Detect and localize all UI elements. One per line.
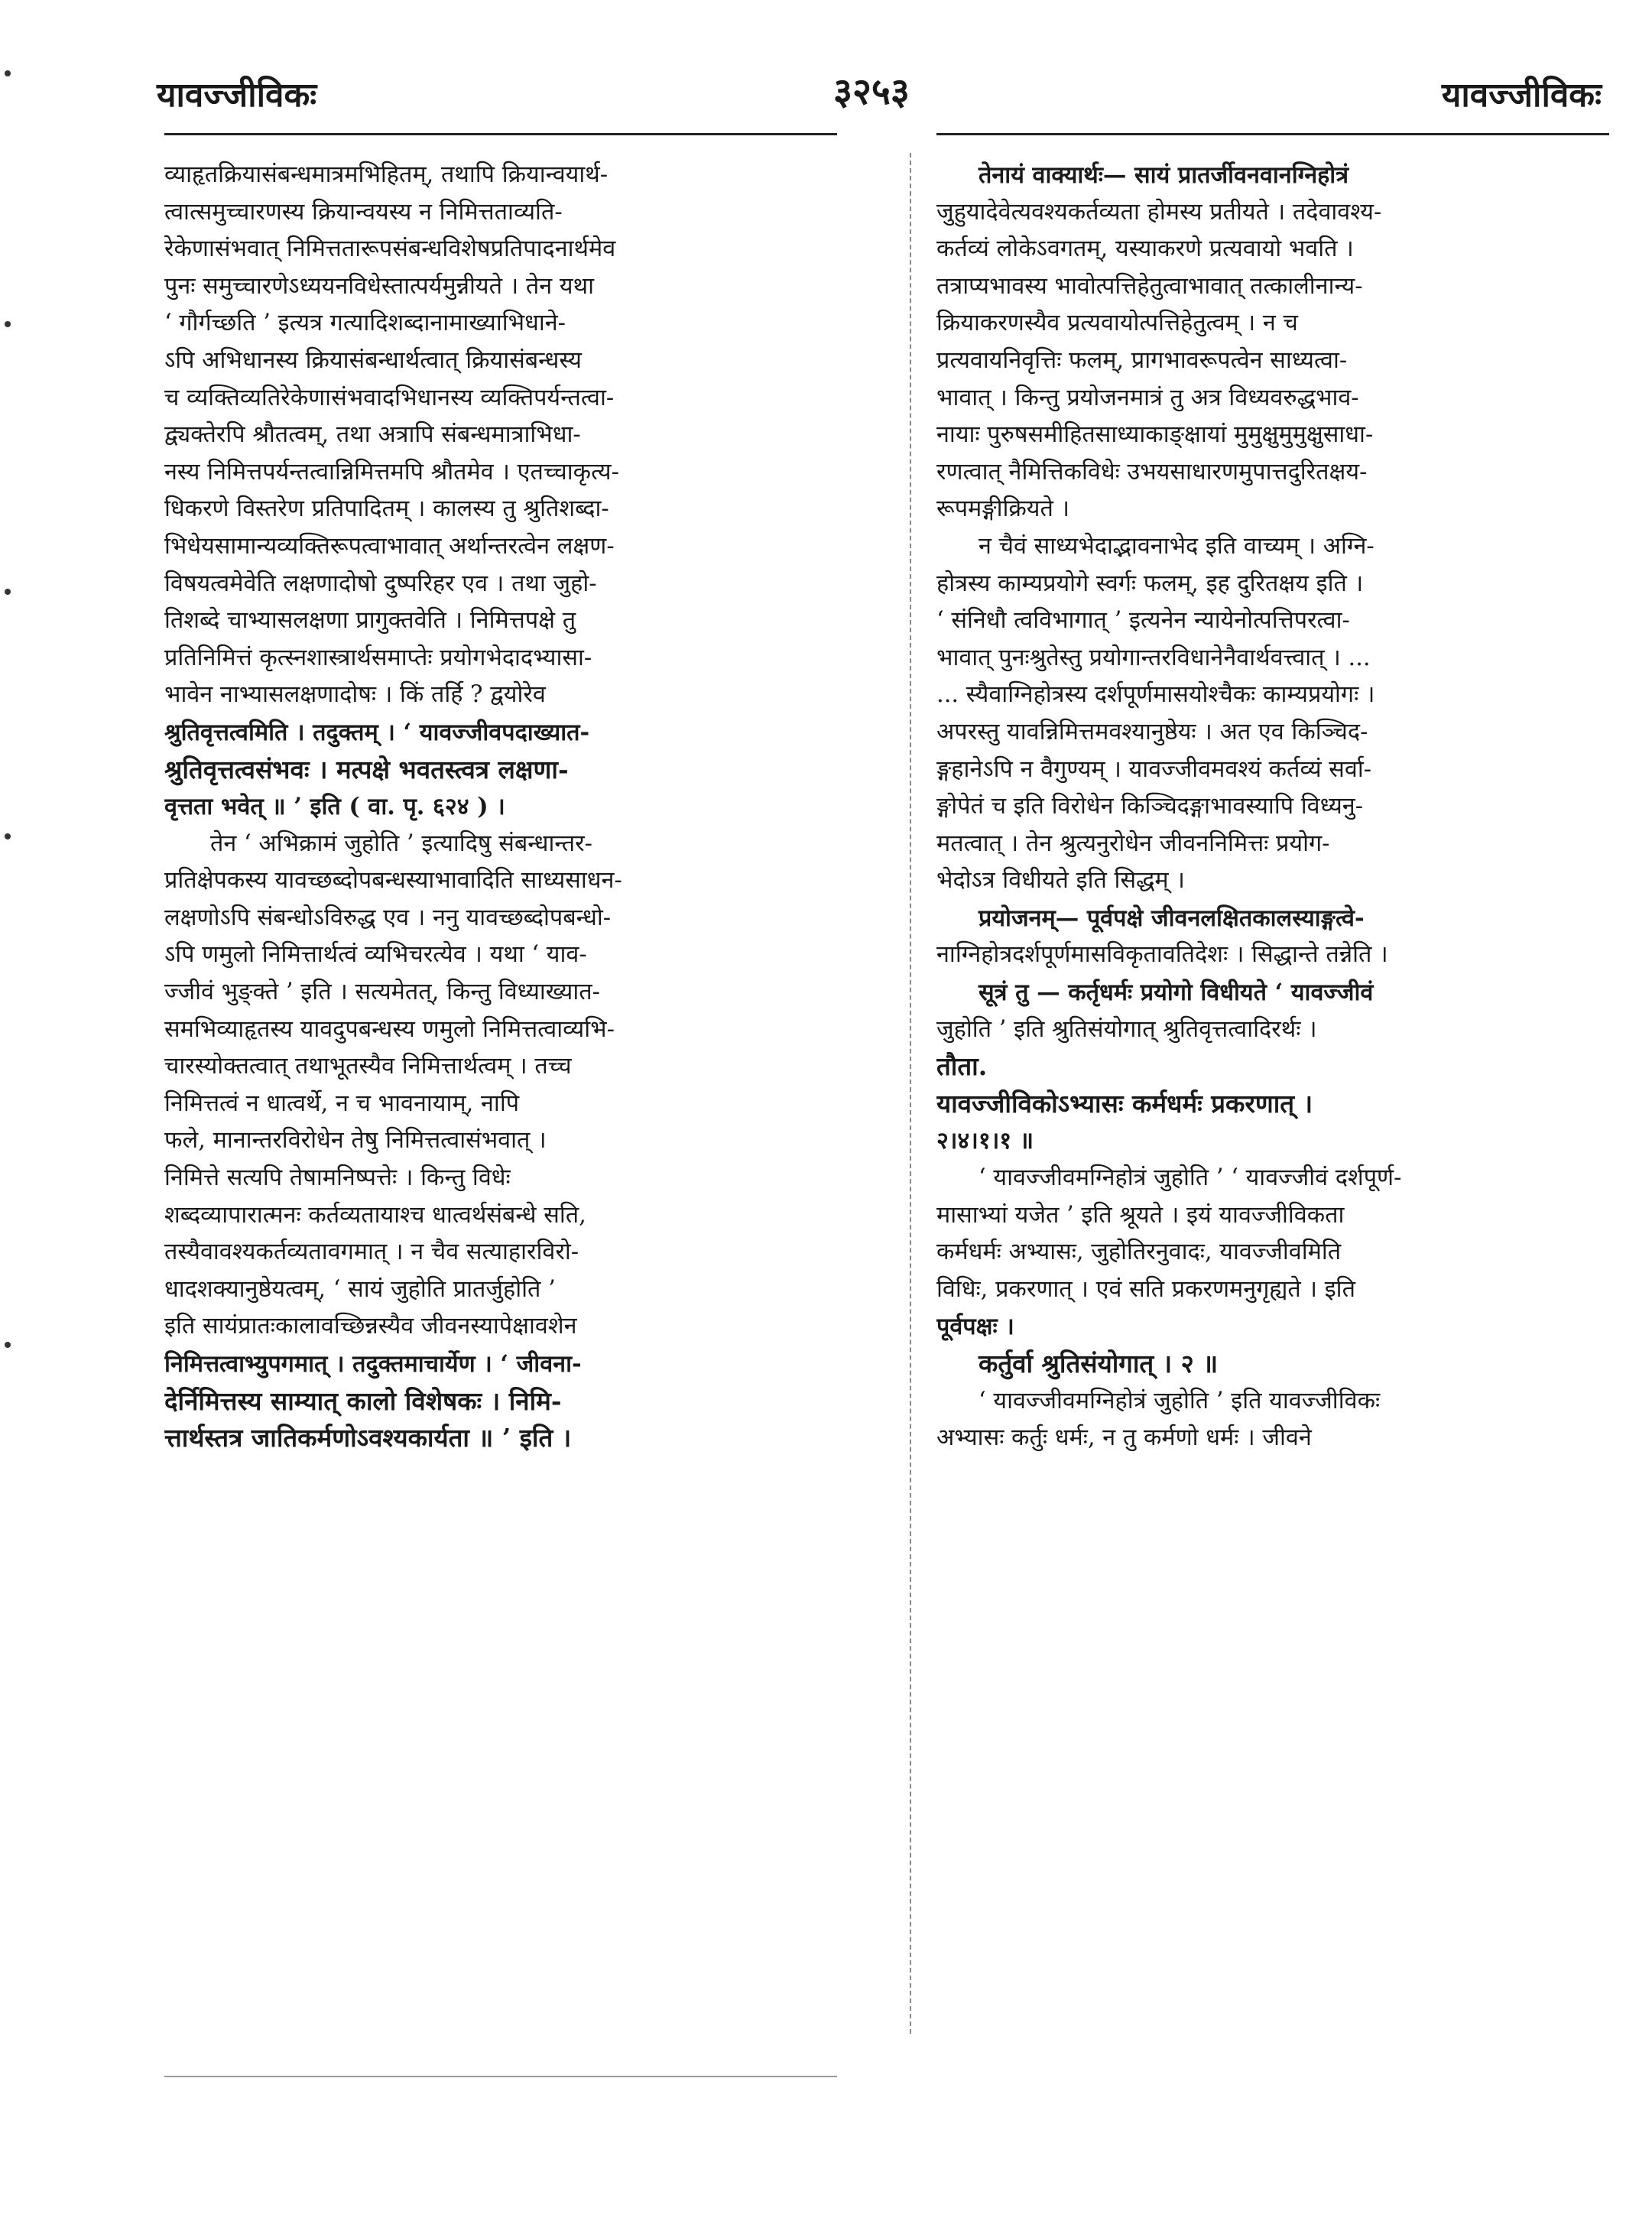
- text-line: तेन ‘ अभिक्रामं जुहोति ’ इत्यादिषु संबन्धान्तर-: [210, 830, 592, 857]
- text-line: जुहुयादेवेत्यवश्यकर्तव्यता होमस्य प्रतीयते । तदेवावश्य-: [936, 198, 1382, 226]
- text-line: ‘ गौर्गच्छति ’ इत्यत्र गत्यादिशब्दानामाख्याभिधाने-: [164, 310, 566, 337]
- header-rule-left: [164, 133, 837, 135]
- text-line: भिधेयसामान्यव्यक्तिरूपत्वाभावात् अर्थान्तरत्वेन लक्षण-: [164, 532, 615, 560]
- text-line: कर्तव्यं लोकेऽवगतम्, यस्याकरणे प्रत्यवायो भवति ।: [936, 235, 1354, 263]
- text-line: निमित्तत्वं न धात्वर्थे, न च भावनायाम्, नापि: [164, 1089, 520, 1117]
- text-line: ङ्गोपेतं च इति विरोधेन किञ्चिदङ्गाभावस्यापि विध्यनु-: [936, 793, 1364, 820]
- text-line: श्रुतिवृत्तत्वमिति । तदुक्तम् । ‘ यावज्जीवपदाख्यात-: [164, 718, 590, 746]
- text-line: यावज्जीविकोऽभ्यासः कर्मधर्मः प्रकरणात् ।: [936, 1088, 1313, 1119]
- text-line: जुहोति ’ इति श्रुतिसंयोगात् श्रुतिवृत्तत्वादिरर्थः ।: [936, 1015, 1317, 1043]
- right-column: [936, 157, 1609, 1457]
- text-line: भेदोऽत्र विधीयते इति सिद्धम् ।: [936, 867, 1185, 895]
- text-line: ‘ यावज्जीवमग्निहोत्रं जुहोति ’ ‘ यावज्जीवं दर्शपूर्ण-: [979, 1164, 1402, 1192]
- margin-mark: [5, 1342, 11, 1348]
- margin-mark: [5, 70, 11, 76]
- text-line: होत्रस्य काम्यप्रयोगे स्वर्गः फलम्, इह दुरितक्षय इति ।: [936, 570, 1364, 597]
- text-line: वृत्तता भवेत् ॥ ’ इति ( वा. पृ. ६२४ ) ।: [164, 793, 505, 821]
- text-line: व्याहृतक्रियासंबन्धमात्रमभिहितम्, तथापि क्रियान्वयार्थ-: [164, 161, 609, 188]
- text-line: च व्यक्तिव्यतिरेकेणासंभवादभिधानस्य व्यक्तिपर्यन्तत्वा-: [164, 384, 615, 411]
- text-line: तेनायं वाक्यार्थः— सायं प्रातर्जीवनवानग्निहोत्रं: [979, 161, 1349, 189]
- text-line: नस्य निमित्तपर्यन्तत्वान्निमित्तमपि श्रौतमेव । एतच्चाकृत्य-: [164, 458, 619, 485]
- text-line: विधिः, प्रकरणात् । एवं सति प्रकरणमनुगृह्यते । इति: [936, 1275, 1355, 1303]
- text-line: अभ्यासः कर्तुः धर्मः, न तु कर्मणो धर्मः । जीवने: [936, 1424, 1312, 1452]
- text-line: ज्जीवं भुङ्क्ते ’ इति । सत्यमेतत्, किन्तु विध्याख्यात-: [164, 979, 600, 1006]
- text-line: इति सायंप्रातःकालावच्छिन्नस्यैव जीवनस्यापेक्षावशेन: [164, 1313, 577, 1340]
- column-divider: [910, 153, 911, 2034]
- text-line: ‘ यावज्जीवमग्निहोत्रं जुहोति ’ इति यावज्जीविकः: [979, 1387, 1381, 1414]
- margin-mark: [5, 833, 11, 839]
- text-line: रूपमङ्गीक्रियते ।: [936, 495, 1070, 523]
- text-line: देर्निमित्तस्य साम्यात् कालो विशेषकः । निमि-: [164, 1385, 562, 1416]
- text-line: कर्मधर्मः अभ्यासः, जुहोतिरनुवादः, यावज्जीवमिति: [936, 1239, 1342, 1266]
- text-line: नाग्निहोत्रदर्शपूर्णमासविकृतावतिदेशः । सिद्धान्ते तन्नेति ।: [936, 941, 1388, 969]
- margin-mark: [5, 589, 11, 595]
- header-right: यावज्जीविकः: [1441, 76, 1602, 115]
- text-line: विषयत्वमेवेति लक्षणादोषो दुष्परिहर एव । तथा जुहो-: [164, 570, 597, 597]
- text-line: तस्यैवावश्यकर्तव्यतावगमात् । न चैव सत्याहारविरो-: [164, 1239, 579, 1266]
- text-line: श्रुतिवृत्तत्वसंभवः । मत्पक्षे भवतस्त्वत्र लक्षणा-: [164, 754, 569, 784]
- page-number: ३२५३: [833, 70, 910, 113]
- text-line: भावात् । किन्तु प्रयोजनमात्रं तु अत्र विध्यवरुद्धभाव-: [936, 384, 1359, 411]
- text-line: धादशक्यानुष्ठेयत्वम्, ‘ सायं जुहोति प्रातर्जुहोति ’: [164, 1275, 556, 1303]
- text-line: कर्तुर्वा श्रुतिसंयोगात् । २ ॥: [979, 1349, 1219, 1378]
- text-line: ... स्यैवाग्निहोत्रस्य दर्शपूर्णमासयोश्चैकः काम्यप्रयोगः ।: [936, 681, 1375, 709]
- text-line: रेकेणासंभवात् निमित्ततारूपसंबन्धविशेषप्रतिपादनार्थमेव: [164, 235, 616, 263]
- text-line: २।४।१।१ ॥: [936, 1127, 1034, 1155]
- text-line: शब्दव्यापारात्मनः कर्तव्यतायाश्च धात्वर्थसंबन्धे सति,: [164, 1201, 586, 1229]
- text-line: त्तार्थस्तत्र जातिकर्मणोऽवश्यकार्यता ॥ ’ इति ।: [164, 1423, 572, 1453]
- text-line: क्रियाकरणस्यैव प्रत्यवायोत्पत्तिहेतुत्वम् । न च: [936, 310, 1298, 337]
- text-line: त्वात्समुच्चारणस्य क्रियान्वयस्य न निमित्तताव्यति-: [164, 198, 563, 226]
- text-line: द्व्यक्तेरपि श्रौतत्वम्, तथा अत्रापि संबन्धमात्राभिधा-: [164, 421, 581, 449]
- text-line: निमित्ते सत्यपि तेषामनिष्पत्तेः । किन्तु विधेः: [164, 1164, 511, 1192]
- text-line: तत्राप्यभावस्य भावोत्पत्तिहेतुत्वाभावात् तत्कालीनान्य-: [936, 272, 1363, 300]
- text-line: सूत्रं तु — कर्तृधर्मः प्रयोगो विधीयते ‘ यावज्जीवं: [979, 979, 1374, 1007]
- text-line: अपरस्तु यावन्निमित्तमवश्यानुष्ठेयः । अत एव किञ्चिद-: [936, 718, 1368, 745]
- text-line: धिकरणे विस्तरेण प्रतिपादितम् । कालस्य तु श्रुतिशब्दा-: [164, 495, 609, 523]
- text-line: नायाः पुरुषसमीहितसाध्याकाङ्क्षायां मुमुक्षुमुमुक्षुसाधा-: [936, 421, 1374, 449]
- left-column: [164, 157, 887, 1457]
- text-line: रणत्वात् नैमित्तिकविधेः उभयसाधारणमुपात्तदुरितक्षय-: [936, 458, 1368, 485]
- running-header: [157, 70, 1602, 124]
- text-line: ङ्गहानेऽपि न वैगुण्यम् । यावज्जीवमवश्यं कर्तव्यं सर्वा-: [936, 755, 1372, 783]
- text-line: निमित्तत्वाभ्युपगमात् । तदुक्तमाचार्येण । ‘ जीवना-: [164, 1350, 582, 1378]
- text-line: ‘ संनिधौ त्वविभागात् ’ इत्यनेन न्यायेनोत्पत्तिपरत्वा-: [936, 607, 1350, 635]
- text-line: पुनः समुच्चारणेऽध्ययनविधेस्तात्पर्यमुन्नीयते । तेन यथा: [164, 272, 595, 300]
- text-line: प्रयोजनम्— पूर्वपक्षे जीवनलक्षितकालस्याङ्गत्वे-: [979, 904, 1365, 932]
- header-rule-right: [936, 133, 1609, 135]
- margin-mark: [5, 321, 11, 327]
- footer-rule: [164, 2076, 837, 2077]
- text-line: तौता.: [936, 1051, 988, 1082]
- text-line: चारस्योक्तत्वात् तथाभूतस्यैव निमित्तार्थत्वम् । तच्च: [164, 1053, 572, 1080]
- text-line: तिशब्दे चाभ्यासलक्षणा प्रागुक्तवेति । निमित्तपक्षे तु: [164, 607, 576, 635]
- header-left: यावज्जीविकः: [157, 76, 317, 115]
- text-line: ऽपि णमुलो निमित्तार्थत्वं व्यभिचरत्येव । यथा ‘ याव-: [164, 941, 587, 969]
- text-line: ऽपि अभिधानस्य क्रियासंबन्धार्थत्वात् क्रियासंबन्धस्य: [164, 346, 582, 374]
- text-line: मतत्वात् । तेन श्रुत्यनुरोधेन जीवननिमित्तः प्रयोग-: [936, 830, 1330, 857]
- text-line: मासाभ्यां यजेत ’ इति श्रूयते । इयं यावज्जीविकता: [936, 1201, 1345, 1229]
- text-line: भावात् पुनःश्रुतेस्तु प्रयोगान्तरविधानेनैवार्थवत्त्वात् । ...: [936, 644, 1371, 671]
- text-line: लक्षणोऽपि संबन्धोऽविरुद्ध एव । ननु यावच्छब्दोपबन्धो-: [164, 904, 612, 931]
- text-line: प्रतिक्षेपकस्य यावच्छब्दोपबन्धस्याभावादिति साध्यसाधन-: [164, 867, 622, 895]
- text-line: समभिव्याहृतस्य यावदुपबन्धस्य णमुलो निमित्तत्वाव्यभि-: [164, 1015, 615, 1043]
- text-line: फले, मानान्तरविरोधेन तेषु निमित्तत्वासंभवात् ।: [164, 1127, 547, 1154]
- text-line: प्रतिनिमित्तं कृत्स्नशास्त्रार्थसमाप्तेः प्रयोगभेदादभ्यासा-: [164, 644, 592, 671]
- text-line: पूर्वपक्षः ।: [936, 1313, 1014, 1341]
- text-line: भावेन नाभ्यासलक्षणादोषः । किं तर्हि ? द्वयोरेव: [164, 681, 546, 709]
- text-line: प्रत्यवायनिवृत्तिः फलम्, प्रागभावरूपत्वेन साध्यत्वा-: [936, 346, 1348, 374]
- text-line: न चैवं साध्यभेदाद्भावनाभेद इति वाच्यम् । अग्नि-: [979, 532, 1375, 560]
